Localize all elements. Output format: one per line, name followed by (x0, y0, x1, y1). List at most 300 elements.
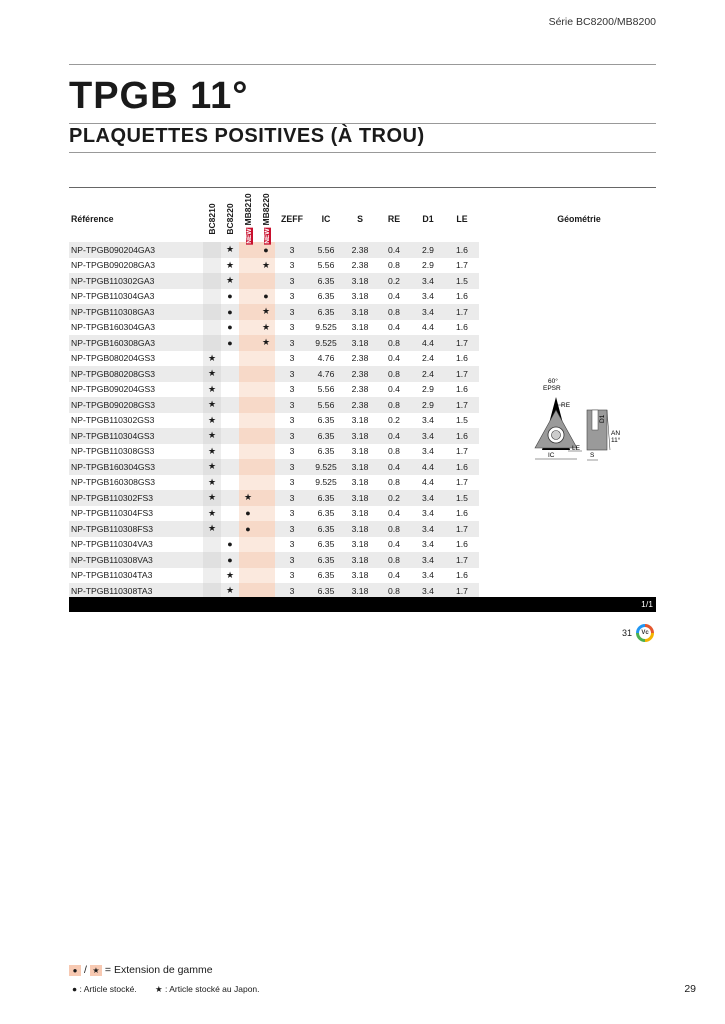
divider (69, 152, 656, 153)
re-cell: 0.4 (388, 322, 400, 333)
le-label: LE (572, 445, 580, 452)
grade-availability-cell: ● (239, 521, 257, 537)
zeff-cell: 3 (275, 366, 309, 382)
an-angle-label: 11° (611, 437, 621, 444)
divider (69, 187, 656, 188)
grade-availability-cell (257, 397, 275, 413)
d1-cell: 3.4 (411, 521, 445, 537)
re-cell: 0.4 (377, 428, 411, 444)
grade-availability-cell: ★ (257, 335, 275, 351)
header-zeff: ZEFF (281, 214, 303, 224)
table-row (69, 242, 679, 258)
grade-availability-cell: ★ (225, 569, 235, 580)
grade-availability-cell: ● (221, 335, 239, 351)
grade-availability-cell (221, 382, 239, 398)
divider (69, 64, 656, 65)
s-cell: 2.38 (351, 260, 369, 271)
table-row (69, 521, 679, 537)
reference-cell: NP-TPGB080204GS3 (71, 353, 156, 364)
d1-cell: 2.4 (411, 366, 445, 382)
reference-cell: NP-TPGB090204GA3 (69, 242, 203, 258)
ic-cell: 9.525 (315, 477, 337, 488)
d1-cell: 3.4 (411, 273, 445, 289)
le-cell: 1.6 (456, 539, 468, 550)
re-cell: 0.8 (377, 521, 411, 537)
d1-cell: 2.4 (422, 353, 434, 364)
grade-availability-cell (203, 258, 221, 274)
grade-availability-cell (203, 552, 221, 568)
table-row (69, 289, 679, 305)
table-row (69, 335, 679, 351)
legend-stock-text: ● : Article stocké. (72, 984, 137, 994)
d1-cell: 3.4 (422, 415, 434, 426)
zeff-cell: 3 (275, 428, 309, 444)
reference-cell: NP-TPGB110308FS3 (69, 521, 203, 537)
ic-cell: 6.35 (317, 291, 335, 302)
zeff-cell: 3 (289, 539, 295, 550)
grade-availability-cell (221, 413, 239, 429)
grade-availability-cell: ★ (221, 273, 239, 289)
d1-cell: 3.4 (422, 570, 434, 581)
grade-availability-cell: ★ (203, 490, 221, 506)
table-row (69, 304, 679, 320)
grade-availability-cell: ● (221, 304, 239, 320)
ic-cell: 6.35 (317, 415, 335, 426)
le-cell: 1.7 (445, 552, 479, 568)
ic-cell: 6.35 (309, 273, 343, 289)
s-cell: 3.18 (343, 552, 377, 568)
page-subtitle: PLAQUETTES POSITIVES (À TROU) (69, 125, 425, 147)
reference-cell: NP-TPGB110304VA3 (71, 539, 153, 550)
le-cell: 1.6 (456, 508, 468, 519)
reference-cell: NP-TPGB110304TA3 (71, 570, 153, 581)
angle-label: 60° (548, 378, 558, 385)
grade-availability-cell (257, 366, 275, 382)
grade-availability-cell (257, 413, 275, 429)
header-s: S (357, 214, 363, 224)
grade-availability-cell (221, 506, 239, 522)
legend-slash: / (84, 964, 87, 976)
d1-label: D1 (599, 414, 606, 423)
grade-availability-cell (257, 351, 275, 367)
grade-availability-cell (239, 289, 257, 305)
le-cell: 1.7 (445, 397, 479, 413)
s-cell: 3.18 (351, 508, 369, 519)
le-cell: 1.6 (456, 570, 468, 581)
grade-availability-cell (239, 444, 257, 460)
re-cell: 0.4 (388, 291, 400, 302)
zeff-cell: 3 (275, 521, 309, 537)
grade-availability-cell (203, 537, 221, 553)
grade-availability-cell: ★ (203, 428, 221, 444)
geometry-cell (479, 304, 679, 320)
re-cell: 0.4 (377, 242, 411, 258)
geometry-cell (479, 537, 679, 553)
zeff-cell: 3 (275, 583, 309, 599)
zeff-cell: 3 (289, 508, 295, 519)
reference-cell: NP-TPGB160308GS3 (71, 477, 156, 488)
zeff-cell: 3 (275, 242, 309, 258)
grade-availability-cell (203, 242, 221, 258)
le-cell: 1.7 (445, 583, 479, 599)
table-row (69, 568, 679, 584)
d1-cell: 3.4 (411, 583, 445, 599)
zeff-cell: 3 (275, 552, 309, 568)
zeff-cell: 3 (289, 353, 295, 364)
s-cell: 3.18 (343, 335, 377, 351)
re-cell: 0.2 (388, 415, 400, 426)
le-cell: 1.5 (445, 490, 479, 506)
grade-availability-cell: ★ (203, 444, 221, 460)
ic-label: IC (548, 452, 555, 459)
grade-availability-cell: ● (257, 289, 275, 305)
ic-cell: 6.35 (317, 539, 335, 550)
d1-cell: 3.4 (411, 304, 445, 320)
grade-availability-cell: ★ (239, 490, 257, 506)
le-cell: 1.7 (456, 446, 468, 457)
grade-availability-cell (239, 428, 257, 444)
page-number: 29 (684, 983, 696, 995)
geometry-cell (479, 258, 679, 274)
ic-cell: 6.35 (309, 521, 343, 537)
ic-cell: 6.35 (309, 583, 343, 599)
d1-cell: 4.4 (411, 459, 445, 475)
s-cell: 3.18 (351, 446, 369, 457)
grade-availability-cell (203, 289, 221, 305)
re-cell: 0.8 (388, 477, 400, 488)
grade-availability-cell (203, 304, 221, 320)
reference-cell: NP-TPGB160304GS3 (69, 459, 203, 475)
ic-cell: 6.35 (309, 552, 343, 568)
re-cell: 0.2 (377, 490, 411, 506)
grade-availability-cell (203, 568, 221, 584)
d1-cell: 2.9 (422, 384, 434, 395)
page-title: TPGB 11° (69, 75, 249, 117)
grade-availability-cell: ★ (203, 521, 221, 537)
reference-cell: NP-TPGB090208GS3 (69, 397, 203, 413)
re-cell: 0.8 (377, 397, 411, 413)
grade-availability-cell: ★ (203, 506, 221, 522)
re-cell: 0.8 (388, 260, 400, 271)
table-row (69, 258, 679, 274)
grade-availability-cell (239, 351, 257, 367)
zeff-cell: 3 (289, 570, 295, 581)
grade-availability-cell (257, 382, 275, 398)
page-footer-bar: 1/1 (69, 597, 656, 612)
table-row (69, 552, 679, 568)
table-row (69, 490, 679, 506)
le-cell: 1.7 (445, 304, 479, 320)
zeff-cell: 3 (289, 477, 295, 488)
geometry-cell (479, 568, 679, 584)
header-grade-mb8210: NEWMB8210 (243, 193, 253, 244)
d1-cell: 3.4 (422, 508, 434, 519)
zeff-cell: 3 (275, 335, 309, 351)
s-cell: 3.18 (351, 322, 369, 333)
ic-cell: 4.76 (309, 366, 343, 382)
new-badge: NEW (246, 228, 253, 244)
reference-cell: NP-TPGB110308VA3 (69, 552, 203, 568)
re-cell: 0.8 (388, 446, 400, 457)
s-cell: 3.18 (351, 415, 369, 426)
table-row (69, 506, 679, 522)
header-reference: Référence (71, 214, 114, 224)
grade-availability-cell: ● (227, 322, 233, 333)
table-row (69, 273, 679, 289)
ic-cell: 5.56 (309, 242, 343, 258)
grade-availability-cell: ★ (221, 242, 239, 258)
le-cell: 1.6 (456, 291, 468, 302)
grade-availability-cell (239, 568, 257, 584)
grade-availability-cell: ★ (257, 304, 275, 320)
new-badge: NEW (264, 228, 271, 244)
re-cell: 0.8 (377, 583, 411, 599)
grade-availability-cell (257, 552, 275, 568)
geometry-cell (479, 506, 679, 522)
reference-cell: NP-TPGB090204GS3 (71, 384, 156, 395)
grade-availability-cell (257, 444, 275, 460)
d1-cell: 3.4 (422, 446, 434, 457)
grade-availability-cell (257, 273, 275, 289)
re-cell: 0.8 (377, 552, 411, 568)
zeff-cell: 3 (289, 384, 295, 395)
grade-availability-cell (221, 351, 239, 367)
grade-availability-cell (257, 506, 275, 522)
grade-availability-cell: ★ (203, 382, 221, 398)
s-cell: 3.18 (351, 291, 369, 302)
geometry-cell (479, 320, 679, 336)
s-cell: 3.18 (343, 583, 377, 599)
legend-stock (72, 984, 276, 995)
grade-availability-cell (221, 444, 239, 460)
header-grade-bc8220: BC8220 (225, 203, 235, 235)
re-cell: 0.2 (377, 273, 411, 289)
grade-availability-cell (221, 428, 239, 444)
ic-cell: 4.76 (317, 353, 335, 364)
geometry-cell (479, 475, 679, 491)
table-row (69, 351, 679, 367)
zeff-cell: 3 (275, 304, 309, 320)
grade-availability-cell: ★ (225, 259, 235, 270)
reference-cell: NP-TPGB110308TA3 (69, 583, 203, 599)
s-cell: 3.18 (343, 304, 377, 320)
grade-availability-cell: ★ (257, 258, 275, 274)
re-cell: 0.4 (388, 508, 400, 519)
grade-availability-cell: ★ (203, 351, 221, 367)
le-cell: 1.6 (445, 242, 479, 258)
zeff-cell: 3 (289, 260, 295, 271)
legend-japan-text: ★ : Article stocké au Japon. (155, 984, 260, 994)
grade-availability-cell: ★ (203, 475, 221, 491)
geometry-cell (479, 289, 679, 305)
le-cell: 1.6 (456, 384, 468, 395)
d1-cell: 2.9 (422, 260, 434, 271)
header-le: LE (456, 214, 468, 224)
geometry-cell (479, 521, 679, 537)
ic-cell: 6.35 (309, 304, 343, 320)
grade-availability-cell (203, 273, 221, 289)
grade-availability-cell (221, 490, 239, 506)
grade-availability-cell (221, 459, 239, 475)
grade-availability-cell: ★ (203, 397, 221, 413)
ic-cell: 9.525 (309, 459, 343, 475)
le-cell: 1.6 (445, 428, 479, 444)
reference-cell: NP-TPGB110304GA3 (71, 291, 155, 302)
grade-availability-cell (239, 366, 257, 382)
grade-availability-cell (239, 304, 257, 320)
grade-availability-cell (257, 568, 275, 584)
grade-availability-cell (221, 521, 239, 537)
header-grade-bc8210: BC8210 (207, 203, 217, 235)
re-cell: 0.8 (377, 304, 411, 320)
header-geometry: Géométrie (557, 214, 601, 224)
grade-availability-cell (257, 475, 275, 491)
grade-availability-cell: ★ (203, 366, 221, 382)
table-header-row (69, 196, 679, 242)
header-re: RE (387, 214, 401, 224)
grade-availability-cell (239, 459, 257, 475)
zeff-cell: 3 (275, 490, 309, 506)
grade-availability-cell: ● (257, 242, 275, 258)
grade-availability-cell (239, 397, 257, 413)
ic-cell: 6.35 (317, 570, 335, 581)
s-cell: 3.18 (343, 459, 377, 475)
d1-cell: 4.4 (422, 477, 434, 488)
s-cell: 3.18 (343, 490, 377, 506)
d1-cell: 2.9 (411, 397, 445, 413)
s-cell: 2.38 (343, 242, 377, 258)
zeff-cell: 3 (275, 459, 309, 475)
grade-availability-cell (257, 428, 275, 444)
re-cell: 0.4 (388, 539, 400, 550)
zeff-cell: 3 (289, 322, 295, 333)
s-cell: 3.18 (351, 477, 369, 488)
reference-cell: NP-TPGB090208GA3 (71, 260, 156, 271)
reference-cell: NP-TPGB110302GS3 (71, 415, 155, 426)
s-cell: 3.18 (343, 521, 377, 537)
grade-availability-cell: ★ (203, 413, 221, 429)
le-cell: 1.5 (445, 273, 479, 289)
le-cell: 1.7 (445, 335, 479, 351)
ic-cell: 5.56 (317, 384, 335, 395)
re-cell: 0.8 (377, 366, 411, 382)
s-cell: 2.38 (343, 366, 377, 382)
an-label: AN (611, 430, 621, 437)
header-ic: IC (321, 214, 331, 224)
d1-cell: 4.4 (422, 322, 434, 333)
zeff-cell: 3 (289, 415, 295, 426)
grade-availability-cell (239, 413, 257, 429)
ic-cell: 6.35 (317, 508, 335, 519)
grade-availability-cell (221, 397, 239, 413)
grade-availability-cell (239, 537, 257, 553)
d1-cell: 3.4 (411, 490, 445, 506)
geometry-cell (479, 490, 679, 506)
grade-availability-cell (257, 521, 275, 537)
grade-availability-cell (203, 320, 221, 336)
s-label: S (590, 452, 595, 459)
ic-cell: 6.35 (309, 490, 343, 506)
le-cell: 1.7 (456, 260, 468, 271)
legend-extension (69, 964, 213, 976)
divider (69, 123, 656, 124)
zeff-cell: 3 (289, 446, 295, 457)
ic-cell: 5.56 (309, 397, 343, 413)
grade-availability-cell (221, 366, 239, 382)
grade-availability-cell (239, 335, 257, 351)
vc-icon: Vc (636, 624, 654, 642)
s-cell: 2.38 (343, 397, 377, 413)
zeff-cell: 3 (275, 273, 309, 289)
d1-cell: 4.4 (411, 335, 445, 351)
vc-reference[interactable] (622, 624, 654, 642)
table-row (69, 475, 679, 491)
grade-availability-cell (239, 273, 257, 289)
epsr-label: EPSR (543, 385, 561, 392)
vc-page-ref: 31 (622, 628, 633, 638)
zeff-cell: 3 (289, 291, 295, 302)
grade-availability-cell: ★ (203, 459, 221, 475)
table-row (69, 537, 679, 553)
reference-cell: NP-TPGB080208GS3 (69, 366, 203, 382)
re-label: RE (561, 402, 571, 409)
geometry-cell (479, 273, 679, 289)
geometry-cell (479, 242, 679, 258)
s-cell: 3.18 (351, 570, 369, 581)
legend-extension-text: = Extension de gamme (104, 964, 213, 976)
geometry-cell (479, 552, 679, 568)
d1-cell: 3.4 (422, 291, 434, 302)
le-cell: 1.7 (456, 477, 468, 488)
table-row (69, 320, 679, 336)
ic-cell: 9.525 (309, 335, 343, 351)
grade-availability-cell: ★ (221, 583, 239, 599)
s-cell: 2.38 (351, 384, 369, 395)
ic-cell: 6.35 (317, 446, 335, 457)
s-cell: 3.18 (343, 273, 377, 289)
reference-cell: NP-TPGB110302FS3 (69, 490, 203, 506)
le-cell: 1.7 (445, 521, 479, 537)
grade-availability-cell (239, 475, 257, 491)
ic-cell: 5.56 (317, 260, 335, 271)
s-cell: 3.18 (351, 539, 369, 550)
reference-cell: NP-TPGB110308GA3 (69, 304, 203, 320)
grade-availability-cell: ● (227, 291, 233, 302)
grade-availability-cell (239, 552, 257, 568)
grade-availability-cell (239, 320, 257, 336)
reference-cell: NP-TPGB110308GS3 (71, 446, 155, 457)
grade-availability-cell (239, 382, 257, 398)
grade-availability-cell: ★ (257, 320, 275, 336)
extension-dot-swatch: ● (69, 965, 81, 976)
zeff-cell: 3 (275, 397, 309, 413)
extension-star-swatch: ★ (90, 965, 102, 976)
reference-cell: NP-TPGB110302GA3 (69, 273, 203, 289)
le-cell: 1.7 (445, 366, 479, 382)
d1-cell: 3.4 (422, 539, 434, 550)
header-grade-mb8220: NEWMB8220 (261, 193, 271, 244)
re-cell: 0.4 (377, 459, 411, 475)
s-cell: 3.18 (343, 428, 377, 444)
reference-cell: NP-TPGB110304GS3 (69, 428, 203, 444)
re-cell: 0.4 (388, 570, 400, 581)
re-cell: 0.8 (377, 335, 411, 351)
grade-availability-cell (257, 537, 275, 553)
d1-cell: 3.4 (411, 552, 445, 568)
geometry-cell (479, 351, 679, 367)
grade-availability-cell (239, 258, 257, 274)
le-cell: 1.6 (456, 353, 468, 364)
